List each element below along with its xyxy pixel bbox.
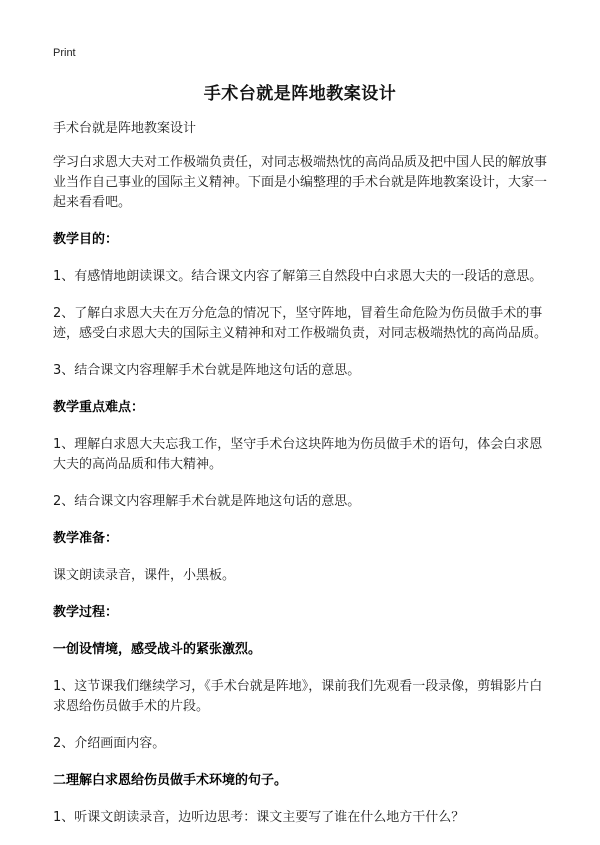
step-1-item-2: 2、介绍画面内容。 <box>53 736 166 751</box>
objective-3: 3、结合课文内容理解手术台就是阵地这句话的意思。 <box>53 363 361 378</box>
heading-process: 教学过程： <box>53 605 119 620</box>
page-title: 手术台就是阵地教案设计 <box>203 84 397 104</box>
objective-2: 2、了解白求恩大夫在万分危急的情况下，坚守阵地，冒着生命危险为伤员做手术的事迹，感受白求恩大夫的国际主义精神和对工作极端负责，对同志极端热忱的高尚品质。 <box>53 306 548 341</box>
key-point-2: 2、结合课文内容理解手术台就是阵地这句话的意思。 <box>53 494 361 509</box>
heading-step-1: 一创设情境，感受战斗的紧张激烈。 <box>53 642 262 657</box>
step-1-item-1: 1、这节课我们继续学习，《手术台就是阵地》，课前我们先观看一段录像，剪辑影片白求恩给伤员做手术的片段。 <box>53 679 543 714</box>
subtitle-text: 手术台就是阵地教案设计 <box>53 121 197 136</box>
preparation-text: 课文朗读录音，课件，小黑板。 <box>53 568 236 583</box>
heading-preparation: 教学准备： <box>53 531 119 546</box>
key-point-1: 1、理解白求恩大夫忘我工作，坚守手术台这块阵地为伤员做手术的语句，体会白求恩大夫的高尚品质和伟大精神。 <box>53 437 543 472</box>
step-2-item-1: 1、听课文朗读录音，边听边思考：课文主要写了谁在什么地方干什么？ <box>53 810 465 825</box>
document-body <box>53 119 553 845</box>
print-label: Print <box>53 47 76 59</box>
heading-step-2: 二理解白求恩给伤员做手术环境的句子。 <box>53 773 288 788</box>
heading-objectives: 教学目的： <box>53 232 119 247</box>
heading-key-points: 教学重点难点： <box>53 400 145 415</box>
objective-1: 1、有感情地朗读课文。结合课文内容了解第三自然段中白求恩大夫的一段话的意思。 <box>53 269 543 284</box>
intro-paragraph: 学习白求恩大夫对工作极端负责任，对同志极端热忱的高尚品质及把中国人民的解放事业当作自己事业的国际主义精神。下面是小编整理的手术台就是阵地教案设计，大家一起来看看吧。 <box>53 155 548 210</box>
